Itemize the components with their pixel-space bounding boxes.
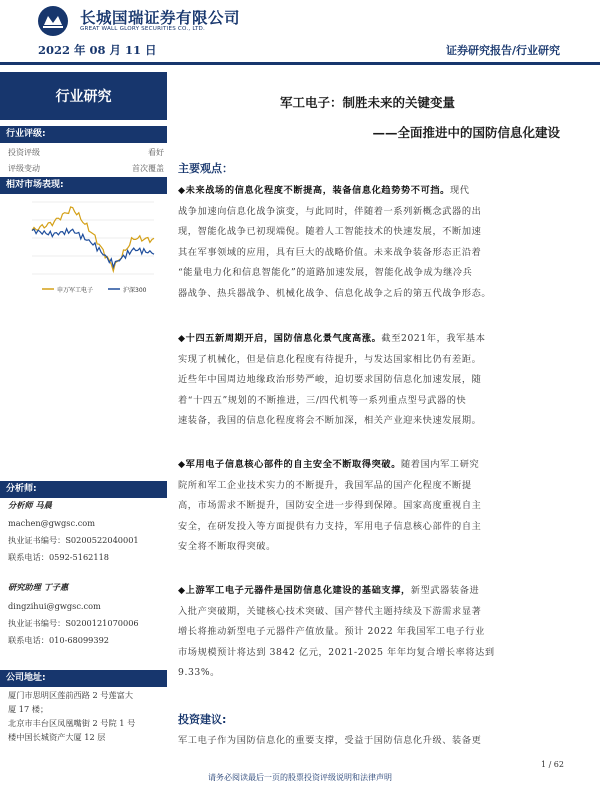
- company-address: [8, 688, 166, 744]
- key-point-paragraph: ◆十四五新周期开启，国防信息化景气度高涨。截至2021年，我军基本 实现了机械化，但是信息化程度有待提升，与发达国家相比仍有差距。 近些年中国周边地缘政治形势严峻，迫切要求国防信息化加速发展，随 着“十四五”规划的不断推进，三/四代机等一系列重点型号武器的快 速装备，我国的信息化程度将会不断加深，相关产业迎来快速发展期。: [178, 333, 486, 426]
- assistant-email[interactable]: dingzihui@gwgsc.com: [8, 601, 101, 611]
- assistant-license: 执业证书编号：S0200121070006: [8, 618, 139, 628]
- legend-label: 沪深300: [123, 287, 147, 294]
- assistant-name: 研究助理 丁子惠: [8, 582, 69, 592]
- key-point-lead: ◆军用电子信息核心部件的自主安全不断取得突破。: [178, 459, 401, 470]
- analyst-title: 分析师:: [0, 481, 167, 498]
- address-line: 北京市丰台区凤凰嘴街 2 号院 1 号: [8, 718, 136, 728]
- key-point-lead: ◆上游军工电子元器件是国防信息化建设的基础支撑，: [178, 585, 411, 596]
- chart-legend: [42, 286, 147, 294]
- assistant-phone: 联系电话：010-68099392: [8, 635, 110, 645]
- invest-advice-text: 军工电子作为国防信息化的重要支撑，受益于国防信息化升级、装备更: [178, 735, 482, 746]
- key-point-paragraph: ◆上游军工电子元器件是国防信息化建设的基础支撑，新型武器装备进 入批产突破期，关键核心技术突破、国产替代主题持续及下游需求显著 增长将推动新型电子元器件产值放量。预计 2022 年我国军工电子行业 市场规模预计将达到 3842 亿元，2021-2025 年年均复合增长率将达到 9.33%。: [178, 585, 495, 678]
- company-name-en: GREAT WALL GLORY SECURITIES CO., LTD.: [80, 26, 205, 32]
- company-logo-icon: [38, 6, 68, 36]
- series-line: [32, 207, 154, 271]
- key-point-paragraph: ◆未来战场的信息化程度不断提高，装备信息化趋势势不可挡。现代 战争加速向信息化战争演变，与此同时，伴随着一系列新概念武器的出 现，智能化战争已初现端倪。随着人工智能技术的快速发展，不断加速 其在军事领域的应用，具有巨大的战略价值。未来战争装备形态正沿着 “能量电力化和信息智能化”的道路加速发展，智能化战争成为继冷兵 器战争、热兵器战争、机械化战争、信息化战争之后的第五代战争形态。: [178, 185, 492, 299]
- market-title: 相对市场表现:: [0, 177, 167, 194]
- page-number: 1 / 62: [540, 760, 564, 769]
- rating-label: 投资评级: [8, 148, 40, 157]
- header-divider: [0, 62, 600, 65]
- address-line: 厦门市思明区莲前西路 2 号莲富大: [8, 690, 134, 700]
- rating-value: 看好: [148, 148, 164, 157]
- rating-title: 行业评级:: [0, 126, 167, 143]
- key-points-title: 主要观点：: [178, 162, 233, 175]
- analyst-name: 分析师 马晨: [8, 500, 52, 510]
- key-point-paragraph: ◆军用电子信息核心部件的自主安全不断取得突破。随着国内军工研究 院所和军工企业技术实力的不断提升，我国军品的国产化程度不断提 高，市场需求不断提升，国防安全进一步得到保障。国家高度重视自主 安全，在研发投入等方面提供有力支持，军用电子信息核心部件的自主 安全将不断取得突破。: [178, 459, 482, 552]
- report-title: 军工电子：制胜未来的关键变量: [279, 95, 455, 110]
- report-date: 2022 年 08 月 11 日: [38, 43, 157, 57]
- disclaimer-note: 请务必阅读最后一页的股票投资评级说明和法律声明: [208, 773, 392, 782]
- address-line: 厦 17 楼；: [8, 704, 49, 714]
- chart-lines: [32, 207, 154, 271]
- key-point-lead: ◆未来战场的信息化程度不断提高，装备信息化趋势势不可挡。: [178, 185, 450, 196]
- key-point-lead: ◆十四五新周期开启，国防信息化景气度高涨。: [178, 333, 382, 344]
- invest-advice-title: 投资建议:: [178, 713, 227, 726]
- company-name-cn: 长城国瑞证券有限公司: [80, 9, 241, 27]
- rating-row: [8, 147, 164, 158]
- sidebar-section-title: 行业研究: [0, 72, 167, 120]
- report-subtitle: ——全面推进中的国防信息化建设: [372, 125, 560, 140]
- analyst-license: 执业证书编号：S0200522040001: [8, 535, 139, 545]
- legend-label: 申万军工电子: [57, 287, 94, 294]
- chart-grid: [32, 202, 154, 274]
- address-line: 楼中国长城资产大厦 12 层: [8, 732, 106, 742]
- rating-row: [8, 163, 164, 174]
- rating-value: 首次覆盖: [132, 164, 164, 173]
- rating-label: 评级变动: [8, 164, 40, 173]
- analyst-email[interactable]: machen@gwgsc.com: [8, 518, 95, 528]
- analyst-phone: 联系电话：0592-5162118: [8, 552, 110, 562]
- address-title: 公司地址:: [0, 670, 167, 687]
- relative-performance-chart: [28, 196, 158, 300]
- report-type: 证券研究报告/行业研究: [445, 44, 560, 57]
